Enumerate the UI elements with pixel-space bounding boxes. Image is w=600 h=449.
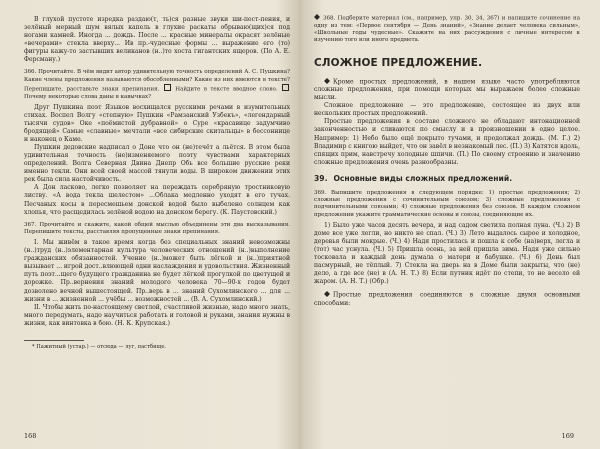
exercise-366-title: 366. Прочитайте. В чём видит автор удивительную точность определений А. С. Пушкина? Какие члены предложения называются обособленными? Какие из них имеются в тексте? Перепишите, расставьте знаки препинания.	[24, 69, 290, 93]
exercise-367-title: 367. Прочитайте и скажите, какой общей мыслью объединены эти два высказывания. Перепишите тексты, расставляя пропущенные знаки препинания.	[24, 221, 290, 235]
exercise-366-paragraph-2: Пушкин дедовские надписал о Доне что он (не)течёт а льётся. В этом была удивительная точность (не)изменяемого поэту чувствами характерных определений. Волга Северная Двина Днепр Обь все большие русские реки именно текли. Они всей своей массой тянули воды. В широком движении этих рек была сила настойчивость.	[24, 144, 290, 184]
right-page	[300, 0, 600, 449]
exercise-366-paragraph-1: Друг Пушкина поэт Языков восхищался русскими речами в изумительных стихах. Воспел Волгу «степную» Пушкин «Рамзанский Узбекъ», «легендарный тысячи судов» Оке «поёмистой дубравной» о Суре «красавице задумчиво бродящей» Самые «славные» мечтали «все сибирские скитальцы» в бессоннице и наконец о Каме.	[24, 103, 290, 144]
exercise-366-task-3: Почему некоторые слова даны в кавычках?	[24, 93, 152, 100]
exercise-369-title: 369. Выпишите предложения в следующем порядке: 1) простые предложения; 2) сложные предложения с сочинительным союзом; 3) сложные предложения с подчинительными союзами; 4) сложные предложения без союзов. В каждом сложном предложении укажите грамматические основы и союзы, соединяющие их.	[314, 189, 580, 218]
subsection-title: Основные виды сложных предложений.	[333, 173, 513, 183]
exercise-367-text-1: I. Мы живём в такое время когда без специальных знаний невозможны (н..)труд (н..)элементарная культура человеческих отношений (н..)выполнение гражданских обязанностей. Учение (н..)может быть лёгкой и (н..)приятной вызывает ... игрой дост..влюющей одни наслаждения и удовольствия. Жизненный путь поэт...щего будущего гражданина не будет лёгкой прогулкой по цветущей и дорожке. Пр..вернения знаний молодого человека 70—90-х годов будет дозволено вечной вышестоящей. Пр..верь в ... знаний Сухомлинского ... для ... жизни в ... жизненной ... учёбы ... возможностей ... (В. А. Сухомлинский.)	[24, 239, 290, 303]
footnote: * Пажитный (устар.) — отсюда — луг, пастбище.	[32, 343, 167, 350]
footnote-divider	[24, 340, 84, 341]
page-number-left: 168	[24, 432, 37, 440]
intro-complex-sentence-text: Кроме простых предложений, в нашем языке часто употребляются сложные предложения, при помощи которых мы выражаем более сложные мысли.	[314, 78, 580, 102]
exercise-366-task	[24, 69, 290, 101]
exercise-366-task-2: Найдите в тексте вводное слово.	[175, 86, 278, 93]
definition-paragraph: Сложное предложение — это предложение, состоящее из двух или нескольких простых предложений.	[314, 102, 580, 118]
closing-paragraph	[314, 291, 580, 308]
exercise-368-text: 368. Подберите материал (см., например, упр. 30, 34, 367) и напишите сочинение на одну из тем: «Первое сентября — День знаний», «Знание делает человека сильным», «Школьные годы чудесные». Скажите на них рассуждения с личные интересом к изучению того или иного предмета.	[314, 15, 580, 44]
diamond-marker-icon	[324, 78, 330, 84]
page-number-right: 169	[561, 432, 574, 440]
diamond-marker-icon	[314, 14, 320, 20]
subsection-heading	[314, 174, 580, 184]
exercise-369-body: 1) Было уже часов десять вечера, и над садом светила полная луна. (Ч.) 2) В доме все уже легли, но никто не спал. (Ч.) 3) Лето выдалось сырое и холодное, деревья были мокрые. (Ч.) 4) Надя простилась и пошла к себе (на)верх, легла и (тот) час уснула. (Ч.) 5) Пришла осень, за ней пришла зима. Надя уже сильно тосковала и каждый день думала о матери и бабушке. (Ч.) 6) День был пасмурный, не тёплый. 7) Стекла на дверь на в Доме были закрыты, что (не) дело, а где все (не) в (А. Н. Т.) 8) Если путник идёт по степи, то не весело ей жаром. (А. Н. Т.) (Обр.)	[314, 221, 580, 286]
exercise-366-paragraph-3: А Дон ласково, легко позволяет на переждать серебряную тростниковую листву. «А вода текла шелестом» ...Облака медленно уходят в его тучах. Песчаных косы в пересмешьем донской водой было выбелено солнцем как хлопья, что расщедилась зелёной водою на донском берегу. (К. Паустовский.)	[24, 184, 290, 216]
subsection-number: 39.	[314, 173, 328, 183]
closing-paragraph-text: Простые предложения соединяются в сложные двумя основными способами:	[314, 291, 580, 307]
task-square-icon	[282, 84, 289, 91]
intro-complex-sentence	[314, 78, 580, 103]
task-square-icon	[164, 84, 171, 91]
exercise-368	[314, 14, 580, 45]
section-heading: СЛОЖНОЕ ПРЕДЛОЖЕНИЕ.	[314, 56, 483, 69]
explanation-paragraph: Простые предложения в составе сложного не обладают интонационной законченностью и сливаются по смыслу и в произношении в одно целое. Например: 1) Небо было ещё покрыто тучами, и продолжал дождь. (М. Г.) 2) Владимир с книгою выйдет, что он завёл в незнакомый лес. (П.) 3) Катятся вдоль, спящих прим, навстречу холодные шпичи. (П.) По своему строению и значению сложные предложения очень разнообразны.	[314, 118, 580, 166]
exercise-367-text-2: II. Чтобы жить по-настоящему светлой, счастливой жизнью, надо много знать, много передумать, надо научиться работать и головой и руками, знания нужны в жизни, как винтовка в бою. (Н. К. Крупская.)	[24, 303, 290, 327]
diamond-marker-icon	[324, 291, 330, 297]
intro-paragraph: В глухой пустоте изредка раздаю(т, ть)ся разные звуки ши-пест-пения, и зелёный мерный шум вялых капель в глухие раскаты обрываю(щих)ся под ногами камней. Иногда ... дождь. После ... красные минералы окрасят зелёные «вечерами» стекла вверху... Ив пр.-чудесные формы ... выражение его (то) фигуры кажу-то застывших великанов (н..)то хоста гигантских ящеров. (По А. Е. Ферсману.)	[24, 16, 290, 64]
